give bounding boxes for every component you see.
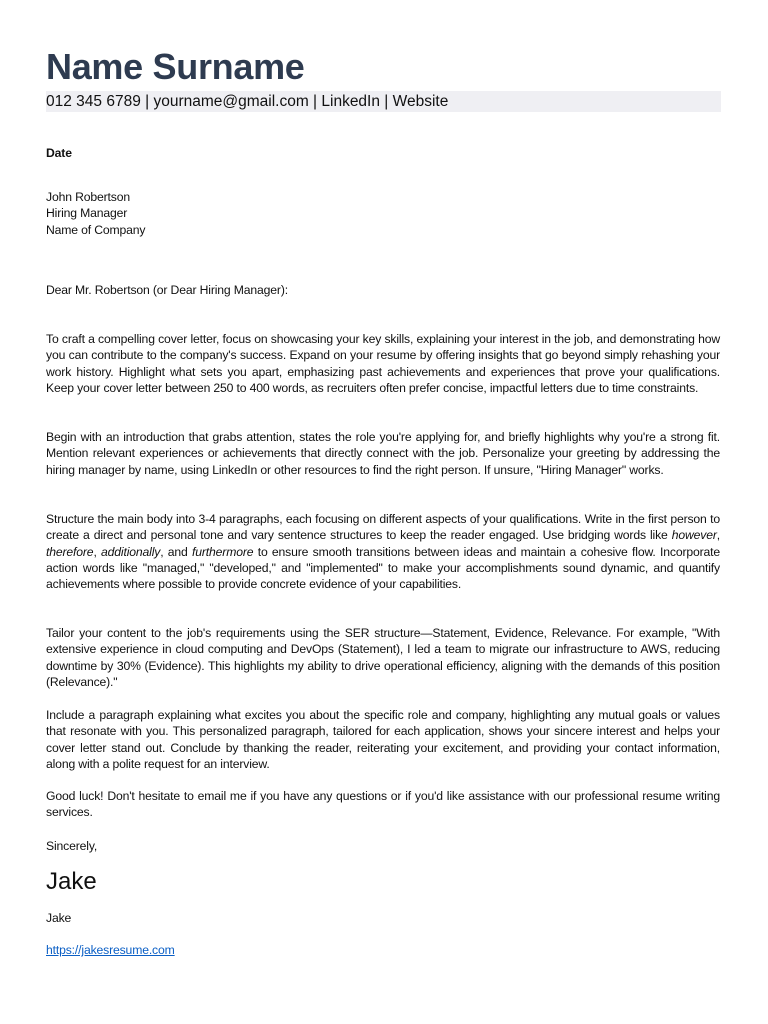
recipient-company: Name of Company bbox=[46, 222, 146, 237]
signature: Jake bbox=[46, 868, 97, 895]
contact-info-bar: 012 345 6789 | yourname@gmail.com | LinkedIn | Website bbox=[46, 91, 721, 112]
paragraph-1: To craft a compelling cover letter, focus on showcasing your key skills, explaining your interest in the job, and demonstrating how you can contribute to the company's success. Expand on your resume by offering insights that go beyond simply rehashing your work history. Highlight what sets you apart, emphasizing past achievements and experiences that prove your qualifications. Keep your cover letter between 250 to 400 words, as recruiters often prefer concise, impactful letters due to time constraints. bbox=[46, 332, 720, 395]
text: , bbox=[716, 528, 720, 543]
italic-word: however bbox=[671, 528, 717, 543]
recipient-block bbox=[46, 189, 720, 238]
salutation: Dear Mr. Robertson (or Dear Hiring Manager): bbox=[46, 283, 288, 297]
paragraph-6: Good luck! Don't hesitate to email me if you have any questions or if you'd like assistance with our professional resume writing services. bbox=[46, 789, 720, 820]
paragraph-2: Begin with an introduction that grabs attention, states the role you're applying for, and briefly highlights why you're a strong fit. Mention relevant experiences or achievements that directly connect with the job. Personalize your greeting by addressing the hiring manager by name, using LinkedIn or other resources to find the right person. If unsure, "Hiring Manager" works. bbox=[46, 430, 720, 477]
paragraph-4: Tailor your content to the job's requirements using the SER structure—Statement, Evidence, Relevance. For example, "With extensive experience in cloud computing and DevOps (Statement), I led a team to migrate our infrastructure to AWS, reducing downtime by 30% (Evidence). This highlights my ability to drive operational efficiency, aligning with the demands of this position (Relevance)." bbox=[46, 626, 720, 689]
text: to ensure smooth transitions between ideas and maintain a cohesive flow. Incorporate action words like "managed," "developed," and "implemented" to make your accomplishments sound dynamic, and quantify achievements where possible to provide concrete evidence of your capabilities. bbox=[46, 544, 721, 592]
recipient-title: Hiring Manager bbox=[46, 206, 128, 221]
italic-word: therefore bbox=[46, 544, 94, 559]
paragraph-3 bbox=[46, 511, 720, 592]
closing: Sincerely, bbox=[46, 839, 98, 853]
applicant-name: Name Surname bbox=[46, 46, 305, 87]
date-label: Date bbox=[46, 146, 72, 160]
italic-word: furthermore bbox=[192, 544, 254, 559]
recipient-name: John Robertson bbox=[46, 190, 130, 204]
text: Structure the main body into 3-4 paragraphs, each focusing on different aspects of your qualifications. Write in the first person to create a direct and personal tone and vary sentence structures to keep the reader engaged. Use bridging words like bbox=[46, 512, 720, 543]
paragraph-5: Include a paragraph explaining what excites you about the specific role and company, highlighting any mutual goals or values that resonate with you. This personalized paragraph, tailored for each application, shows your sincere interest and helps your cover letter stand out. Conclude by thanking the reader, reiterating your excitement, and providing your contact information, along with a polite request for an interview. bbox=[46, 708, 720, 771]
signer-name: Jake bbox=[46, 911, 72, 925]
text: , and bbox=[160, 544, 193, 559]
italic-word: additionally bbox=[101, 544, 161, 559]
website-link[interactable]: https://jakesresume.com bbox=[46, 943, 175, 957]
text: , bbox=[93, 544, 102, 559]
